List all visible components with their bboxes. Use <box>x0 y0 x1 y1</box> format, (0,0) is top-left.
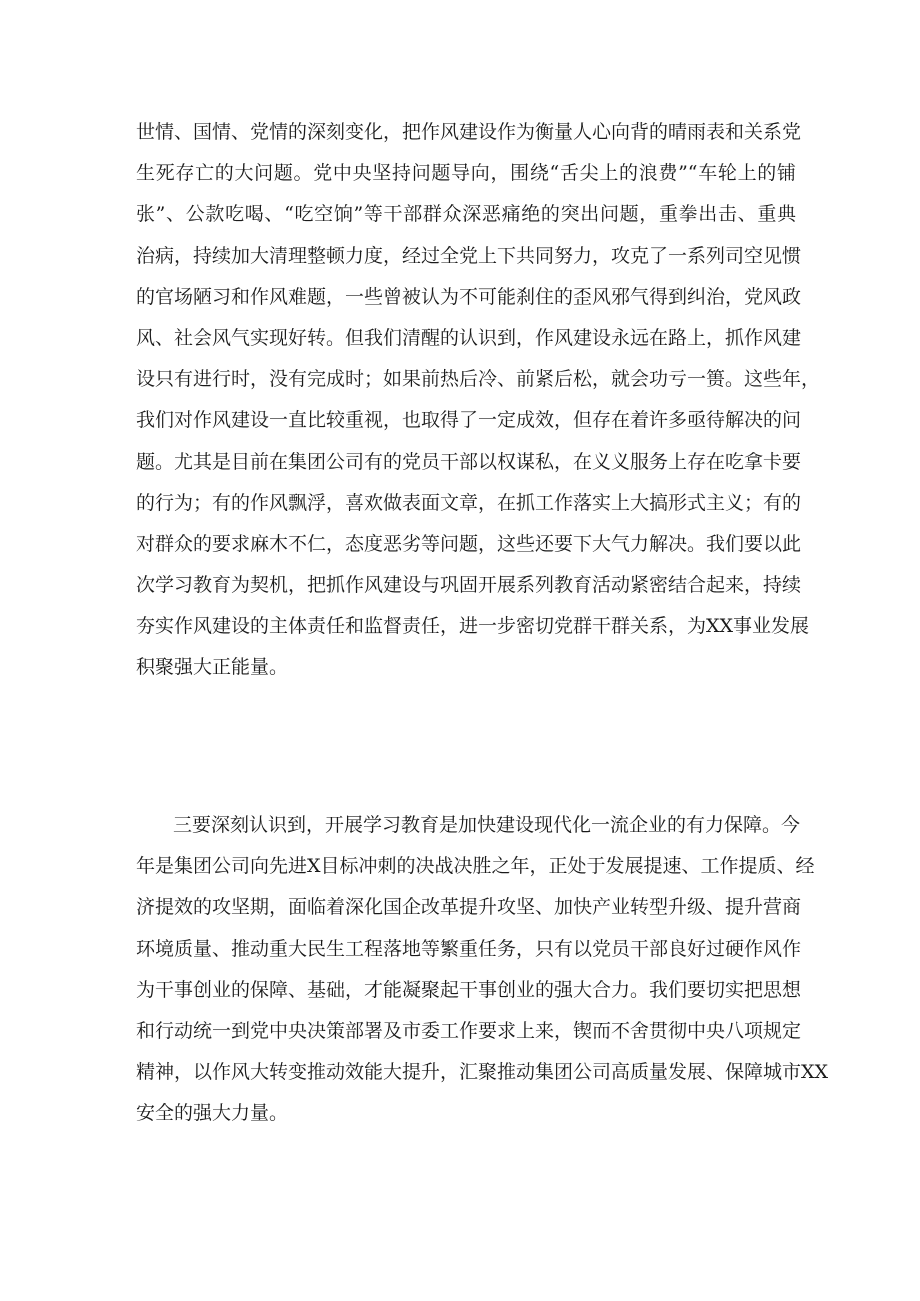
text-line: 的行为；有的作风飘浮，喜欢做表面文章，在抓工作落实上大搞形式主义；有的 <box>136 491 802 514</box>
text-line: 安全的强大力量。 <box>136 1102 289 1125</box>
text-line: 济提效的攻坚期，面临着深化国企改革提升攻坚、加快产业转型升级、提升营商 <box>136 896 802 919</box>
text-line: 精神，以作风大转变推动效能大提升，汇聚推动集团公司高质量发展、保障城市XX <box>136 1061 829 1084</box>
text-line: 次学习教育为契机，把抓作风建设与巩固开展系列教育活动紧密结合起来，持续 <box>136 574 802 597</box>
text-line: 我们对作风建设一直比较重视，也取得了一定成效，但存在着许多亟待解决的问 <box>136 409 802 432</box>
text-line: 张”、公款吃喝、“吃空饷”等干部群众深恶痛绝的突出问题，重拳出击、重典 <box>136 203 796 226</box>
text-line: 环境质量、推动重大民生工程落地等繁重任务，只有以党员干部良好过硬作风作 <box>136 937 802 960</box>
text-line: 对群众的要求麻木不仁，态度恶劣等问题，这些还要下大气力解决。我们要以此 <box>136 532 802 555</box>
paragraph-2 <box>136 805 829 1135</box>
text-line: 设只有进行时，没有完成时；如果前热后冷、前紧后松，就会功亏一篑。这些年， <box>136 368 821 391</box>
text-line: 积聚强大正能量。 <box>136 656 289 679</box>
text-line: 年是集团公司向先进X目标冲刺的决战决胜之年，正处于发展提速、工作提质、经 <box>136 855 815 878</box>
text-line: 题。尤其是目前在集团公司有的党员干部以权谋私，在义义服务上存在吃拿卡要 <box>136 450 802 473</box>
text-line: 三要深刻认识到，开展学习教育是加快建设现代化一流企业的有力保障。今 <box>173 814 801 836</box>
paragraph-1 <box>136 112 821 689</box>
text-line: 世情、国情、党情的深刻变化，把作风建设作为衡量人心向背的晴雨表和关系党 <box>136 121 802 143</box>
text-line: 生死存亡的大问题。党中央坚持问题导向，围绕“舌尖上的浪费”“车轮上的铺 <box>136 162 796 185</box>
text-line: 夯实作风建设的主体责任和监督责任，进一步密切党群干群关系，为XX事业发展 <box>136 615 810 638</box>
text-line: 治病，持续加大清理整顿力度，经过全党上下共同努力，攻克了一系列司空见惯 <box>136 244 802 267</box>
text-line: 和行动统一到党中央决策部署及市委工作要求上来，锲而不舍贯彻中央八项规定 <box>136 1019 802 1042</box>
text-line: 的官场陋习和作风难题，一些曾被认为不可能刹住的歪风邪气得到纠治，党风政 <box>136 285 802 308</box>
text-line: 风、社会风气实现好转。但我们清醒的认识到，作风建设永远在路上，抓作风建 <box>136 326 802 349</box>
text-line: 为干事创业的保障、基础，才能凝聚起干事创业的强大合力。我们要切实把思想 <box>136 978 802 1001</box>
